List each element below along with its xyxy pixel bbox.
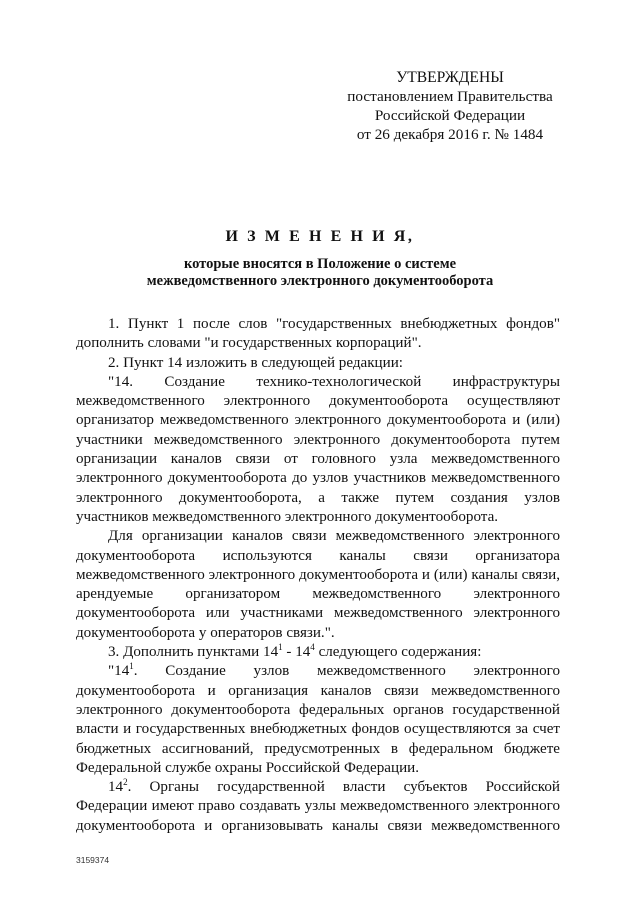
subtitle-line-2: межведомственного электронного документооборота (146, 273, 494, 289)
paragraph-6-text-b: . Создание узлов межведомственного электронного документооборота и организация каналов связи межведомственного электронного документооборота федеральных органов государственной власти и государственных внебюджетных фондов осуществляются за счет бюджетных ассигнований, предусмотренных в федеральном бюджете Федеральной службе охраны Российской Федерации. (76, 663, 560, 776)
paragraph-5-text-c: следующего содержания: (314, 644, 482, 661)
paragraph-7-text-b: . Органы государственной власти субъектов Российской Федерации имеют право создавать узлы межведомственного электронного документооборота и организовывать каналы связи межведомственного (76, 779, 560, 834)
superscript: 1 (129, 661, 134, 672)
superscript: 1 (278, 642, 283, 653)
superscript: 4 (310, 642, 315, 653)
paragraph-5 (76, 643, 560, 662)
paragraph-7-text-a: 14 (108, 779, 124, 796)
paragraph-3: "14. Создание технико-технологической инфраструктуры межведомственного электронного документооборота осуществляют организатор межведомственного электронного документооборота и (или) участники межведомственного электронного документооборота путем организации каналов связи от головного узла межведомственного электронного документооборота до узлов участников межведомственного электронного документооборота, а также путем создания узлов участников межведомственного электронного документооборота. (76, 373, 560, 525)
document-title: И З М Е Н Е Н И Я, (225, 228, 415, 245)
approval-line-1: постановлением Правительства (347, 88, 553, 105)
approval-line-2: Российской Федерации (374, 107, 526, 124)
document-number: 3159374 (76, 855, 110, 865)
document-body (76, 315, 560, 836)
paragraph-5-text-b: - 14 (282, 644, 311, 661)
paragraph-7 (76, 778, 560, 836)
document-subtitle (0, 256, 640, 290)
approval-heading: УТВЕРЖДЕНЫ (396, 69, 504, 86)
paragraph-6-text-a: "14 (108, 663, 130, 680)
paragraph-2: 2. Пункт 14 изложить в следующей редакции: (108, 354, 403, 371)
paragraph-6 (76, 662, 560, 778)
approval-block (330, 68, 570, 144)
paragraph-5-text-a: 3. Дополнить пунктами 14 (108, 644, 279, 661)
paragraph-4: Для организации каналов связи межведомственного электронного документооборота используются каналы связи организатора межведомственного электронного документооборота и (или) каналы связи, арендуемые организатором межведомственного электронного документооборота или участниками межведомственного электронного документооборота у операторов связи.". (76, 528, 560, 641)
superscript: 2 (123, 777, 128, 788)
approval-date-number: от 26 декабря 2016 г. № 1484 (356, 126, 544, 143)
subtitle-line-1: которые вносятся в Положение о системе (183, 256, 457, 272)
paragraph-1: 1. Пункт 1 после слов "государственных внебюджетных фондов" дополнить словами "и государственных корпораций". (76, 316, 560, 352)
